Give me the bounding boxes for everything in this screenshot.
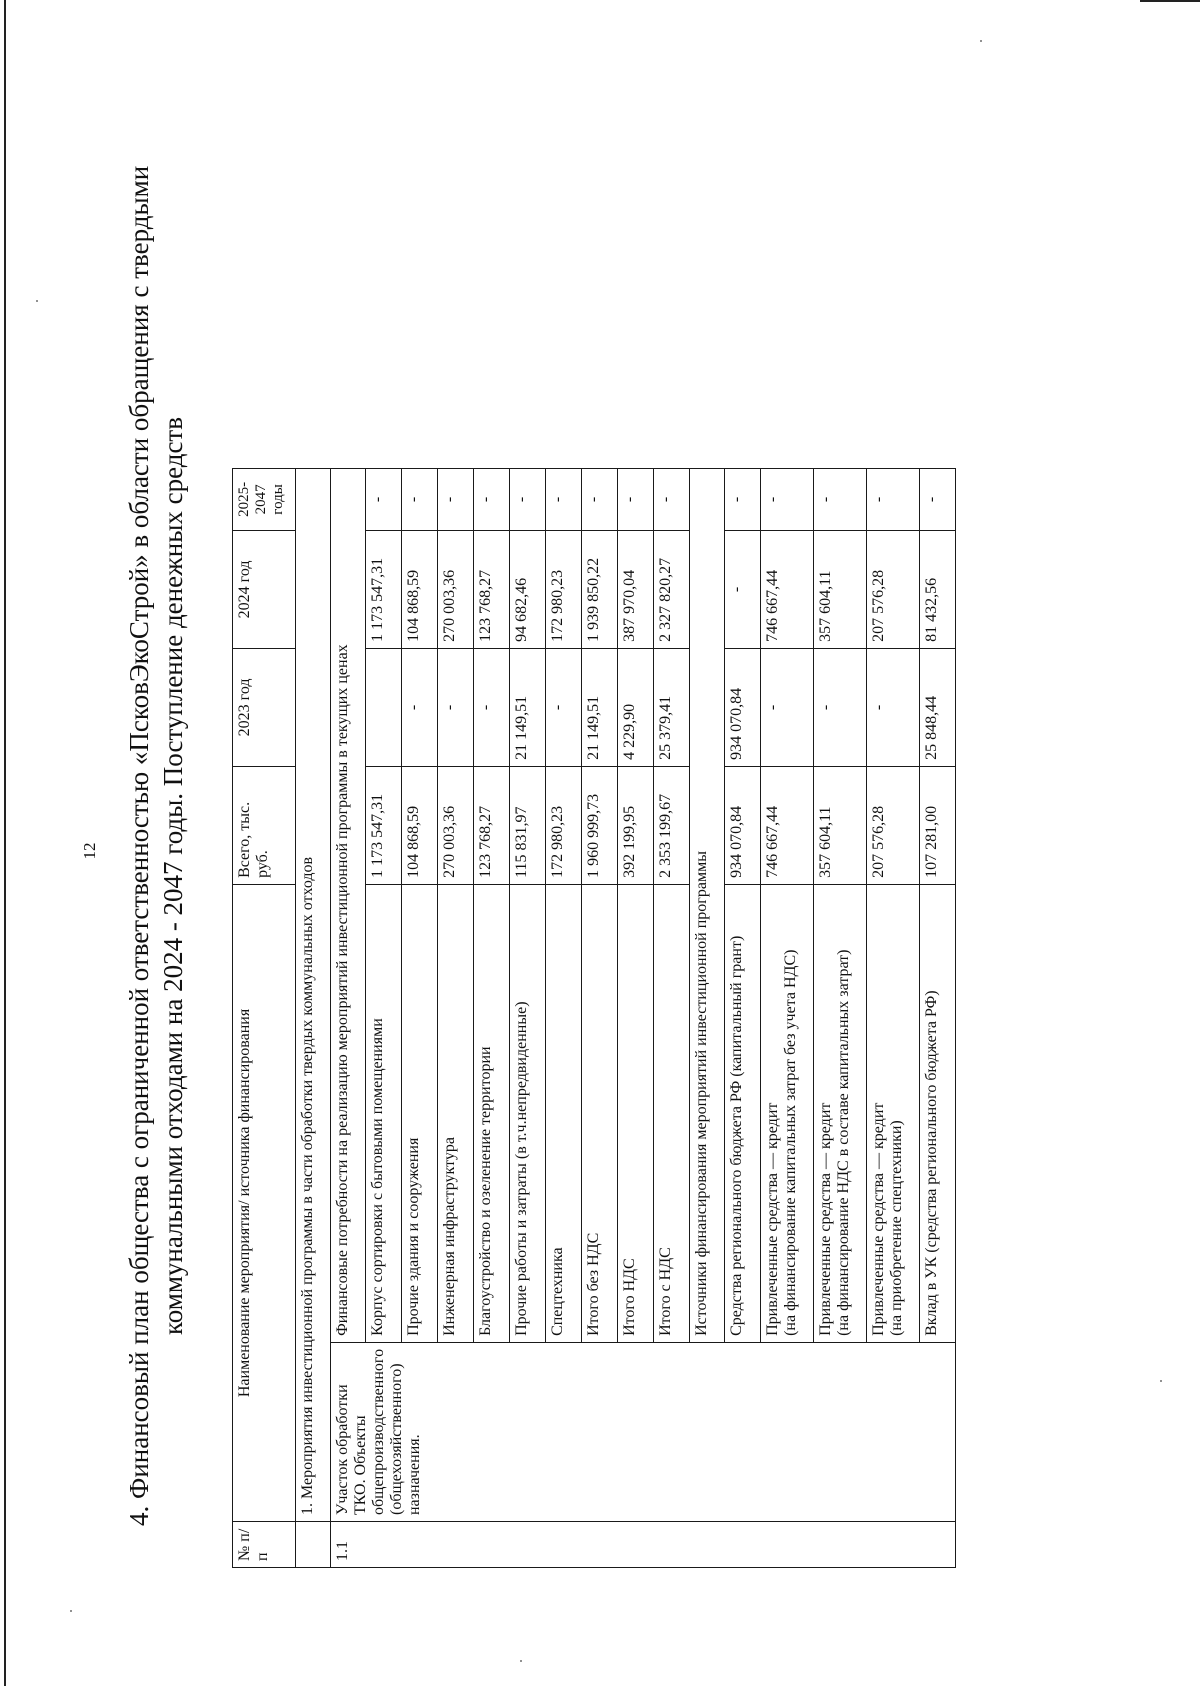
row-2025-2047: - [438, 468, 474, 530]
row-2024: 94 682,46 [510, 530, 546, 648]
row-total: 270 003,36 [438, 766, 474, 884]
row-total: 123 768,27 [474, 766, 510, 884]
row-2025-2047: - [725, 468, 761, 530]
row-2024: 357 604,11 [814, 530, 867, 648]
row-2023: 25 379,41 [654, 648, 690, 766]
header-total: Всего, тыс. руб. [233, 766, 296, 884]
row-2024: 270 003,36 [438, 530, 474, 648]
row-2023: 934 070,84 [725, 648, 761, 766]
header-name: Наименование мероприятия/ источника финансирования [233, 884, 296, 1521]
row-name: Привлеченные средства — кредит (на финансирование НДС в составе капитальных затрат) [814, 884, 867, 1342]
row-2025-2047: - [814, 468, 867, 530]
row-total: 115 831,97 [510, 766, 546, 884]
row-name: Корпус сортировки с бытовыми помещениями [366, 884, 402, 1342]
row-total: 357 604,11 [814, 766, 867, 884]
item-number: 1.1 [331, 1522, 956, 1568]
row-2024: 81 432,56 [920, 530, 956, 648]
table-header-row [233, 468, 296, 1567]
page-title [122, 165, 190, 1526]
row-2024: 746 667,44 [761, 530, 814, 648]
row-name: Вклад в УК (средства регионального бюджета РФ) [920, 884, 956, 1342]
row-total: 207 576,28 [867, 766, 920, 884]
title-line-2: коммунальными отходами на 2024 - 2047 годы. Поступление денежных средств [158, 417, 188, 1335]
row-2023: - [402, 648, 438, 766]
row-name: Благоустройство и озеленение территории [474, 884, 510, 1342]
row-total: 2 353 199,67 [654, 766, 690, 884]
row-2025-2047: - [920, 468, 956, 530]
empty-cell [296, 1522, 331, 1568]
row-2025-2047: - [761, 468, 814, 530]
row-total: 172 980,23 [546, 766, 582, 884]
row-2024: - [725, 530, 761, 648]
row-name: Итого без НДС [582, 884, 618, 1342]
needs-heading-row [331, 468, 366, 1567]
row-2023: - [814, 648, 867, 766]
header-num: № п/п [233, 1522, 296, 1568]
row-name: Прочие здания и сооружения [402, 884, 438, 1342]
row-2025-2047: - [366, 468, 402, 530]
row-2024: 123 768,27 [474, 530, 510, 648]
row-total: 934 070,84 [725, 766, 761, 884]
row-name: Инженерная инфраструктура [438, 884, 474, 1342]
object-description: Участок обработки ТКО. Объекты общепроизводственного (общехозяйственного) назначения. [331, 1342, 956, 1521]
row-2024: 1 939 850,22 [582, 530, 618, 648]
row-name: Прочие работы и затраты (в т.ч.непредвиденные) [510, 884, 546, 1342]
row-2024: 1 173 547,31 [366, 530, 402, 648]
title-line-1: 4. Финансовый план общества с ограниченной ответственностью «ПсковЭкоСтрой» в области обращения с твердыми [124, 165, 154, 1526]
row-total: 1 173 547,31 [366, 766, 402, 884]
page-number: 12 [80, 842, 99, 860]
row-2025-2047: - [402, 468, 438, 530]
row-2023: - [438, 648, 474, 766]
row-2023: - [867, 648, 920, 766]
row-name: Итого с НДС [654, 884, 690, 1342]
row-2025-2047: - [510, 468, 546, 530]
row-2023: - [546, 648, 582, 766]
row-total: 107 281,00 [920, 766, 956, 884]
row-total: 1 960 999,73 [582, 766, 618, 884]
row-2025-2047: - [582, 468, 618, 530]
header-2023: 2023 год [233, 648, 296, 766]
sources-heading: Источники финансирования мероприятий инвестиционной программы [690, 468, 725, 1342]
row-name: Итого НДС [618, 884, 654, 1342]
section-row [296, 468, 331, 1567]
row-2023: 25 848,44 [920, 648, 956, 766]
row-2025-2047: - [654, 468, 690, 530]
row-2023: 21 149,51 [510, 648, 546, 766]
row-name: Средства регионального бюджета РФ (капитальный грант) [725, 884, 761, 1342]
row-2023: 21 149,51 [582, 648, 618, 766]
row-2023: 4 229,90 [618, 648, 654, 766]
row-2024: 2 327 820,27 [654, 530, 690, 648]
row-total: 104 868,59 [402, 766, 438, 884]
header-2024: 2024 год [233, 530, 296, 648]
row-2025-2047: - [546, 468, 582, 530]
row-name: Спецтехника [546, 884, 582, 1342]
row-name: Привлеченные средства — кредит (на финансирование капитальных затрат без учета НДС) [761, 884, 814, 1342]
section-1-title: 1. Мероприятия инвестиционной программы в части обработки твердых коммунальных отходов [296, 468, 331, 1521]
row-2024: 172 980,23 [546, 530, 582, 648]
row-2023 [366, 648, 402, 766]
row-2024: 387 970,04 [618, 530, 654, 648]
row-2024: 104 868,59 [402, 530, 438, 648]
row-2023: - [474, 648, 510, 766]
row-name: Привлеченные средства — кредит (на приобретение спецтехники) [867, 884, 920, 1342]
row-2025-2047: - [474, 468, 510, 530]
row-2025-2047: - [867, 468, 920, 530]
financial-plan-table [232, 468, 956, 1568]
row-total: 746 667,44 [761, 766, 814, 884]
row-total: 392 199,95 [618, 766, 654, 884]
row-2024: 207 576,28 [867, 530, 920, 648]
row-2023: - [761, 648, 814, 766]
row-2025-2047: - [618, 468, 654, 530]
needs-heading: Финансовые потребности на реализацию мероприятий инвестиционной программы в текущих ценах [331, 468, 366, 1342]
header-2025-2047: 2025-2047 годы [233, 468, 296, 530]
